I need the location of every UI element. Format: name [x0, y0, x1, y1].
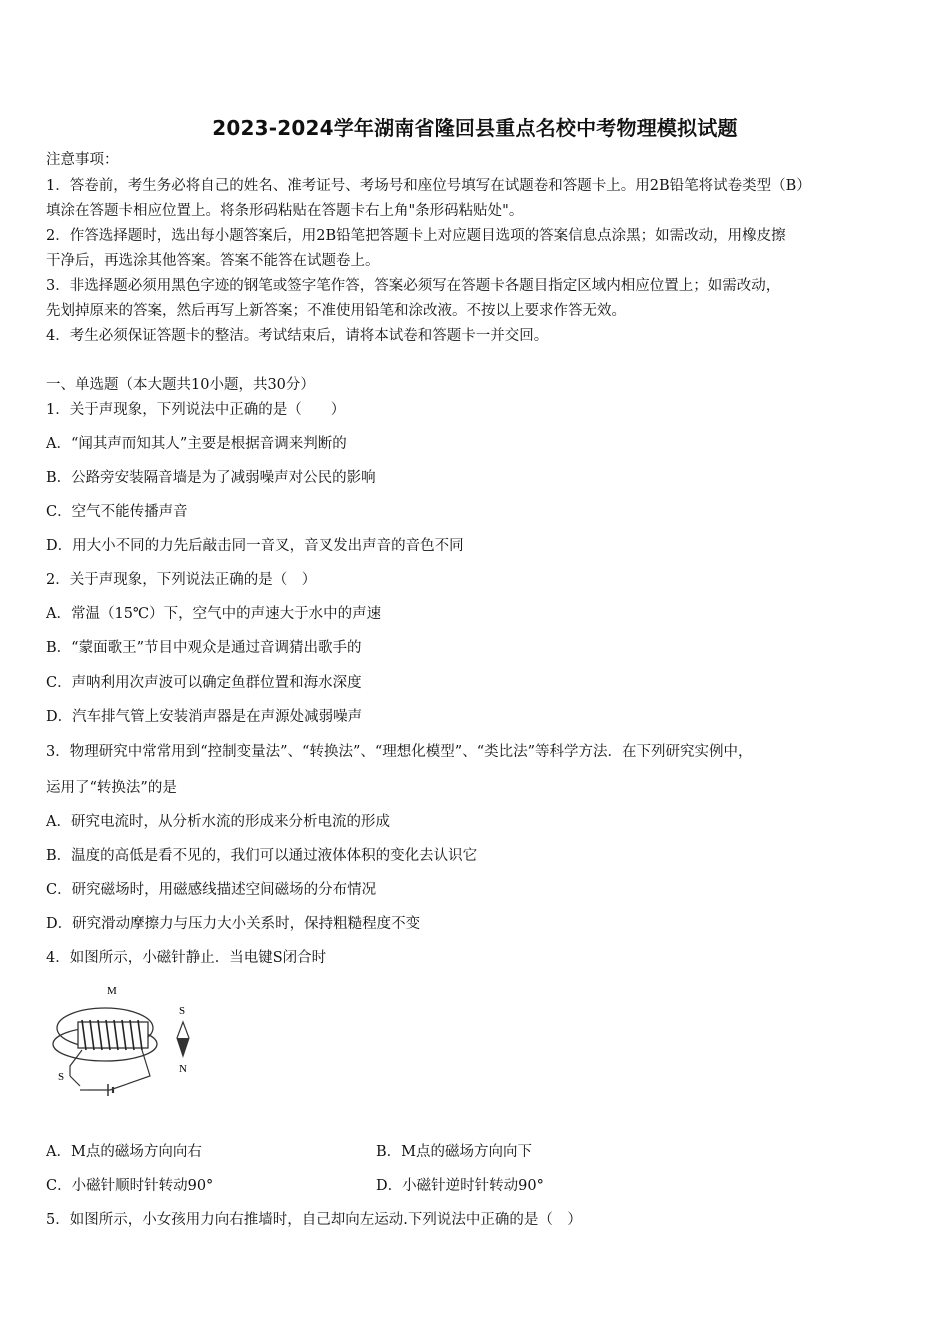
- option-c: C．空气不能传播声音: [46, 504, 188, 520]
- section-heading: 一、单选题（本大题共10小题，共30分）: [46, 377, 315, 393]
- option-d: D．研究滑动摩擦力与压力大小关系时，保持粗糙程度不变: [46, 916, 421, 932]
- option-c: C．小磁针顺时针转动90°: [46, 1178, 214, 1194]
- option-b: B．“蒙面歌王”节目中观众是通过音调猜出歌手的: [46, 640, 362, 656]
- solenoid-figure: [50, 980, 225, 1100]
- question-stem: 1．关于声现象，下列说法中正确的是（ ）: [46, 402, 346, 418]
- option-b: B．公路旁安装隔音墙是为了减弱噪声对公民的影响: [46, 470, 376, 486]
- solenoid-diagram: [50, 980, 225, 1100]
- question-stem: 2．关于声现象，下列说法正确的是（ ）: [46, 572, 317, 588]
- notice-line: 先划掉原来的答案，然后再写上新答案；不准使用铅笔和涂改液。不按以上要求作答无效。: [46, 303, 626, 319]
- option-b: B．温度的高低是看不见的，我们可以通过液体体积的变化去认识它: [46, 848, 478, 864]
- option-a: A．“闻其声而知其人”主要是根据音调来判断的: [46, 436, 347, 452]
- option-d: D．汽车排气管上安装消声器是在声源处减弱噪声: [46, 709, 363, 725]
- label-needle-s: S: [179, 1005, 186, 1017]
- option-a: A．常温（15℃）下，空气中的声速大于水中的声速: [46, 606, 382, 622]
- label-switch-s: S: [58, 1071, 65, 1083]
- notice-line: 1．答卷前，考生务必将自己的姓名、准考证号、考场号和座位号填写在试题卷和答题卡上。用2B铅笔将试卷类型（B）: [46, 178, 811, 194]
- switch-blade: [70, 1076, 80, 1086]
- compass-needle-north: [177, 1038, 189, 1056]
- option-d: D．用大小不同的力先后敲击同一音叉，音叉发出声音的音色不同: [46, 538, 464, 554]
- notice-line: 4．考生必须保证答题卡的整洁。考试结束后，请将本试卷和答题卡一并交回。: [46, 328, 549, 344]
- notice-line: 填涂在答题卡相应位置上。将条形码粘贴在答题卡右上角"条形码粘贴处"。: [46, 203, 524, 219]
- coil-core: [78, 1022, 148, 1048]
- label-m: M: [107, 985, 117, 997]
- option-a: A．M点的磁场方向向右: [46, 1144, 202, 1160]
- question-stem-cont: 运用了“转换法”的是: [46, 780, 177, 796]
- notice-line: 干净后，再选涂其他答案。答案不能答在试题卷上。: [46, 253, 380, 269]
- page-title: 2023-2024学年湖南省隆回县重点名校中考物理模拟试题: [212, 116, 738, 140]
- notice-heading: 注意事项：: [46, 152, 119, 168]
- option-c: C．研究磁场时，用磁感线描述空间磁场的分布情况: [46, 882, 377, 898]
- question-stem: 3．物理研究中常常用到“控制变量法”、“转换法”、“理想化模型”、“类比法”等科学方法．在下列研究实例中，: [46, 744, 753, 760]
- wire: [70, 1050, 82, 1076]
- label-needle-n: N: [179, 1063, 187, 1075]
- question-stem: 5．如图所示，小女孩用力向右推墙时，自己却向左运动.下列说法中正确的是（ ）: [46, 1212, 582, 1228]
- option-b: B．M点的磁场方向向下: [376, 1144, 533, 1160]
- notice-line: 3．非选择题必须用黑色字迹的钢笔或签字笔作答，答案必须写在答题卡各题目指定区域内相应位置上；如需改动，: [46, 278, 781, 294]
- option-c: C．声呐利用次声波可以确定鱼群位置和海水深度: [46, 675, 362, 691]
- question-stem: 4．如图所示，小磁针静止．当电键S闭合时: [46, 950, 327, 966]
- option-d: D．小磁针逆时针转动90°: [376, 1178, 544, 1194]
- option-a: A．研究电流时，从分析水流的形成来分析电流的形成: [46, 814, 390, 830]
- notice-line: 2．作答选择题时，选出每小题答案后，用2B铅笔把答题卡上对应题目选项的答案信息点涂黑；如需改动，用橡皮擦: [46, 228, 786, 244]
